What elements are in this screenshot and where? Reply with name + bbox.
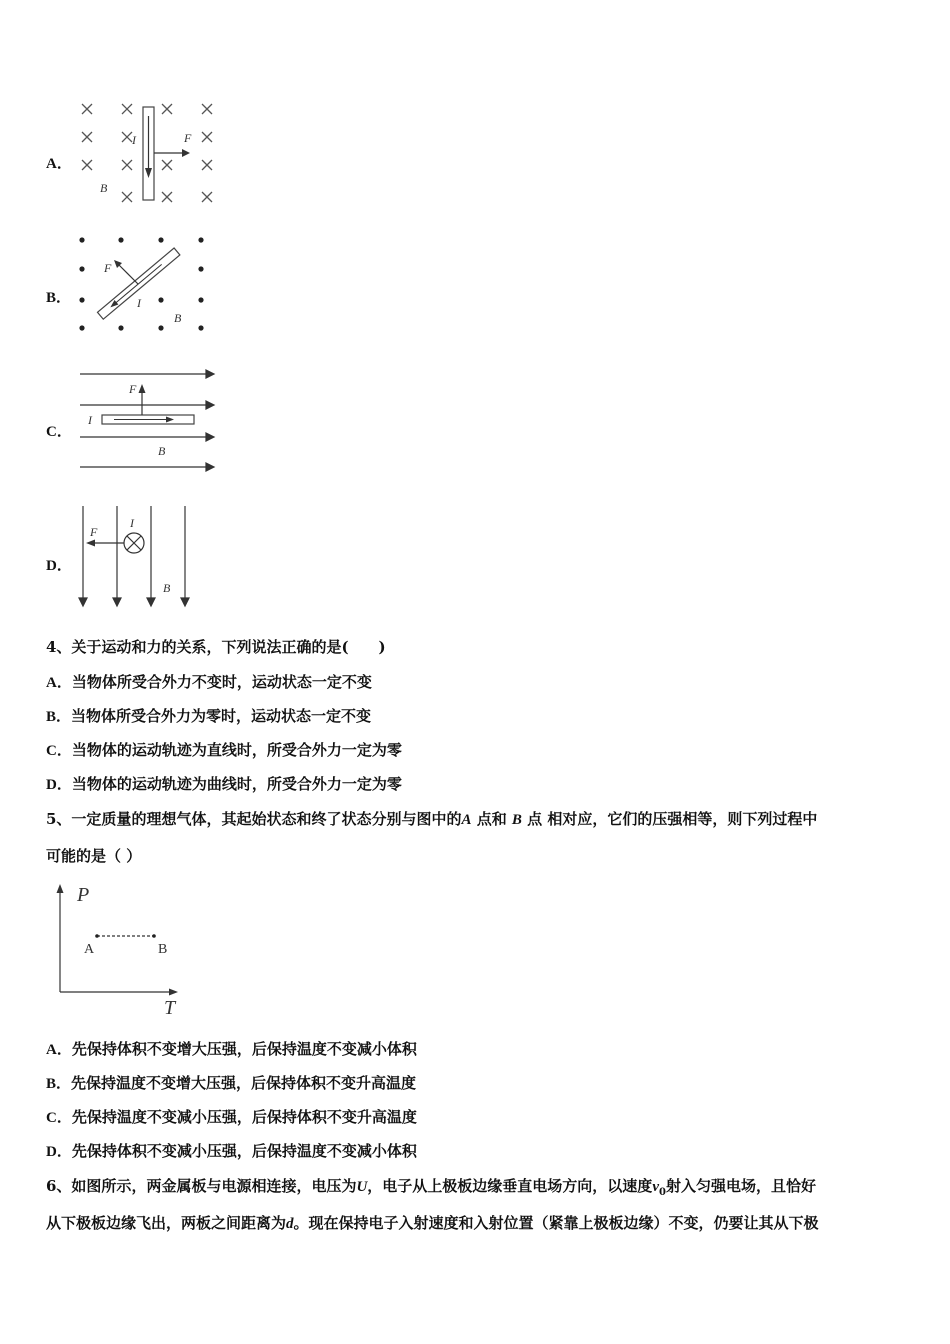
- label-current: I: [132, 133, 136, 147]
- y-axis-label: P: [77, 884, 90, 906]
- label-force: F: [104, 261, 112, 275]
- q4-option-c: C．当物体的运动轨迹为直线时，所受合外力一定为零: [46, 741, 402, 759]
- option-d-label: D．: [46, 558, 72, 574]
- label-field: B: [163, 581, 171, 595]
- q6-stem-line2: 从下极板边缘飞出，两板之间距离为d。现在保持电子入射速度和入射位置（紧靠上极板边缘）不变，仍要让其从下极: [46, 1214, 819, 1232]
- point-a: [95, 934, 99, 938]
- option-a-label: A．: [46, 156, 72, 172]
- label-force: F: [184, 131, 192, 145]
- point-b: [152, 934, 156, 938]
- q4-stem: 4、关于运动和力的关系，下列说法正确的是( ): [46, 638, 386, 656]
- q4-option-b: B．当物体所受合外力为零时，运动状态一定不变: [46, 707, 372, 725]
- field-lines: [79, 506, 189, 606]
- point-b-label: B: [158, 942, 168, 957]
- force-arrow: [118, 264, 138, 284]
- label-force: F: [90, 525, 98, 539]
- label-current: I: [137, 296, 141, 310]
- x-axis-label: T: [164, 997, 176, 1019]
- q4-option-a: A．当物体所受合外力不变时，运动状态一定不变: [46, 673, 372, 691]
- figure-c-horizontal-field: [74, 364, 224, 476]
- figure-d-vertical-field: [74, 502, 204, 614]
- label-field: B: [158, 444, 166, 458]
- figure-b-magnetic-field-out-of-page: [74, 232, 224, 338]
- q4-option-d: D．当物体的运动轨迹为曲线时，所受合外力一定为零: [46, 775, 402, 793]
- point-a-label: A: [84, 942, 95, 957]
- q5-option-b: B．先保持温度不变增大压强，后保持体积不变升高温度: [46, 1074, 417, 1092]
- figure-a-magnetic-field-into-page: [74, 98, 224, 208]
- q5-stem-line2: 可能的是（ ）: [46, 847, 142, 865]
- q5-stem-line1: 5、一定质量的理想气体，其起始状态和终了状态分别与图中的A 点和 B 点 相对应，它们的压强相等，则下列过程中: [46, 810, 818, 828]
- field-dots: [79, 237, 203, 330]
- option-b-label: B．: [46, 290, 72, 306]
- option-c-label: C．: [46, 424, 72, 440]
- label-field: B: [174, 311, 182, 325]
- current-arrowhead: [145, 168, 152, 178]
- label-current: I: [88, 413, 92, 427]
- label-current: I: [130, 516, 134, 530]
- q6-stem-line1: 6、如图所示，两金属板与电源相连接，电压为U，电子从上极板边缘垂直电场方向，以速度$v_0$射入匀强电场，且恰好: [46, 1177, 816, 1198]
- q5-option-c: C．先保持温度不变减小压强，后保持体积不变升高温度: [46, 1108, 417, 1126]
- label-field: B: [100, 181, 108, 195]
- q5-option-d: D．先保持体积不变减小压强，后保持温度不变减小体积: [46, 1142, 417, 1160]
- q5-option-a: A．先保持体积不变增大压强，后保持温度不变减小体积: [46, 1040, 417, 1058]
- label-force: F: [129, 382, 137, 396]
- q5-pt-graph: [44, 880, 194, 1020]
